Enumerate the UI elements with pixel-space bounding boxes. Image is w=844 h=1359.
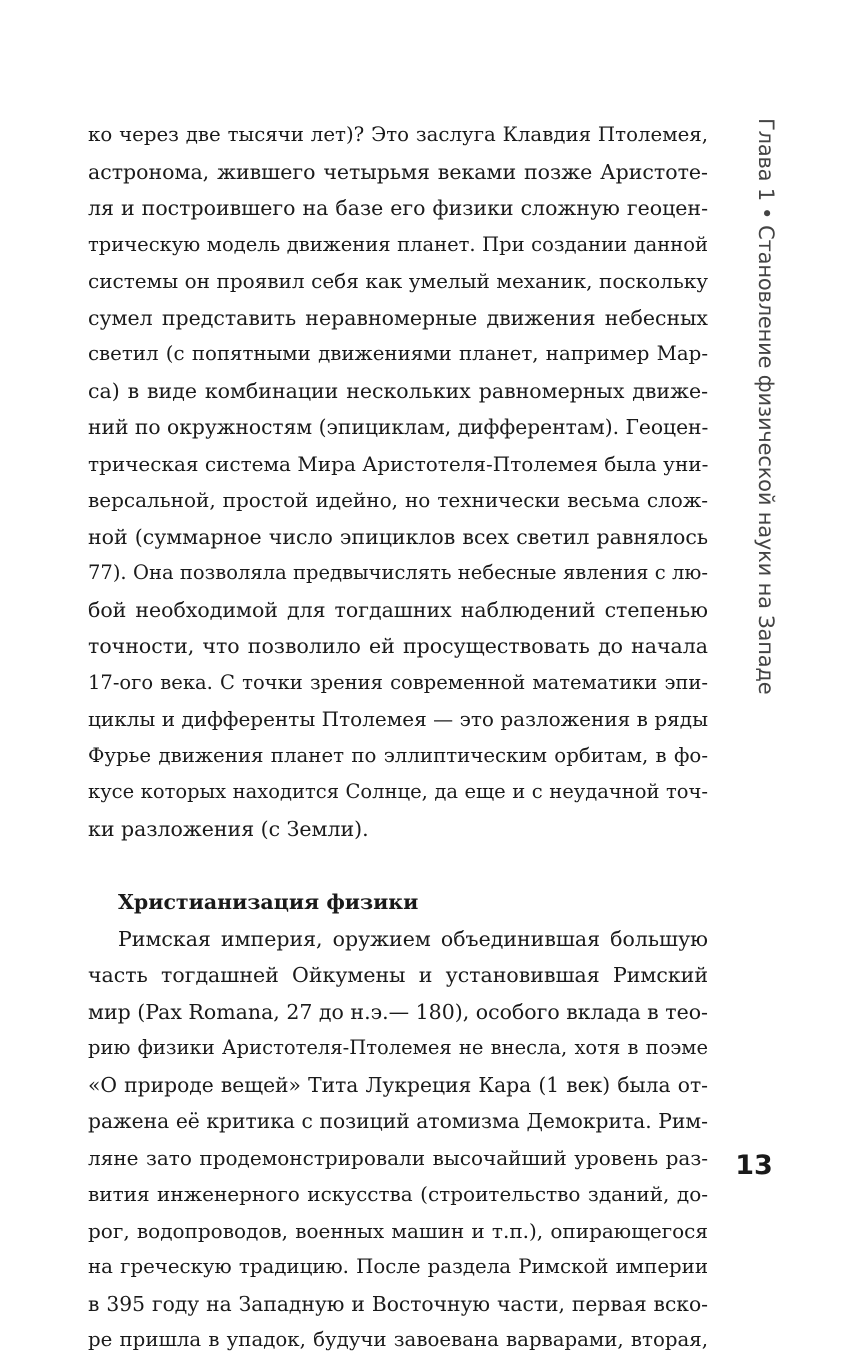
text-line: 77). Она позволяла предвычислять небесные явления с лю- <box>88 561 708 584</box>
text-line: ля и построившего на базе его физики сложную геоцен- <box>88 196 708 220</box>
text-line: ний по окружностям (эпициклам, дифферентам). Геоцен- <box>88 415 709 439</box>
text-line: светил (с попятными движениями планет, например Мар- <box>88 342 708 365</box>
text-line: астронома, жившего четырьмя веками позже Аристоте- <box>88 159 708 184</box>
paragraph-1 <box>88 117 708 847</box>
text-line: ре пришла в упадок, будучи завоевана варварами, вторая, <box>88 1328 708 1351</box>
text-line: ляне зато продемонстрировали высочайший уровень раз- <box>88 1145 708 1170</box>
text-line: вития инженерного искусства (строительство зданий, до- <box>88 1182 708 1206</box>
text-line: трическая система Мира Аристотеля-Птолемея была уни- <box>88 451 709 476</box>
text-line: циклы и дифференты Птолемея — это разложения в ряды <box>88 707 708 731</box>
paragraph-gap <box>88 847 708 884</box>
running-head <box>754 118 778 694</box>
body-text <box>88 117 708 1359</box>
text-line: сумел представить неравномерные движения небесных <box>88 305 708 330</box>
text-line: «О природе вещей» Тита Лукреция Кара (1 век) была от- <box>88 1072 708 1097</box>
text-line: 17-ого века. С точки зрения современной математики эпи- <box>88 670 708 694</box>
paragraph-2 <box>88 921 708 1359</box>
chapter-label: Глава 1 <box>754 118 778 201</box>
text-line: рию физики Аристотеля-Птолемея не внесла, хотя в поэме <box>88 1036 708 1059</box>
text-line: на греческую традицию. После раздела Римской империи <box>88 1255 708 1278</box>
text-line: в 395 году на Западную и Восточную части, первая вско- <box>88 1291 708 1316</box>
text-line: бой необходимой для тогдашних наблюдений степенью <box>88 597 708 622</box>
text-line: ко через две тысячи лет)? Это заслуга Клавдия Птолемея, <box>88 123 708 146</box>
text-line: точности, что позволило ей просуществовать до начала <box>88 634 708 658</box>
text-line: Римская империя, оружием объединившая большую <box>118 926 708 951</box>
section-heading: Христианизация физики <box>118 890 419 914</box>
text-line: часть тогдашней Ойкумены и установившая Римский <box>88 963 708 987</box>
text-line: трическую модель движения планет. При создании данной <box>88 232 708 256</box>
text-line: са) в виде комбинации нескольких равномерных движе- <box>88 378 708 403</box>
text-line: ражена её критика с позиций атомизма Демокрита. Рим- <box>88 1109 708 1133</box>
bullet-separator: • <box>754 206 778 220</box>
text-line: Фурье движения планет по эллиптическим орбитам, в фо- <box>88 743 708 767</box>
text-line: кусе которых находится Солнце, да еще и с неудачной точ- <box>88 780 708 803</box>
text-line: версальной, простой идейно, но технически весьма слож- <box>88 488 708 512</box>
text-line: ки разложения (с Земли). <box>88 816 369 841</box>
text-line: рог, водопроводов, военных машин и т.п.), опирающегося <box>88 1218 708 1243</box>
text-line: ной (суммарное число эпициклов всех светил равнялось <box>88 524 708 549</box>
chapter-title: Становление физической науки на Западе <box>754 225 778 695</box>
text-line: системы он проявил себя как умелый механик, поскольку <box>88 269 708 293</box>
page-number: 13 <box>735 1150 773 1181</box>
text-line: мир (Pax Romana, 27 до н.э.— 180), особого вклада в тео- <box>88 999 708 1024</box>
